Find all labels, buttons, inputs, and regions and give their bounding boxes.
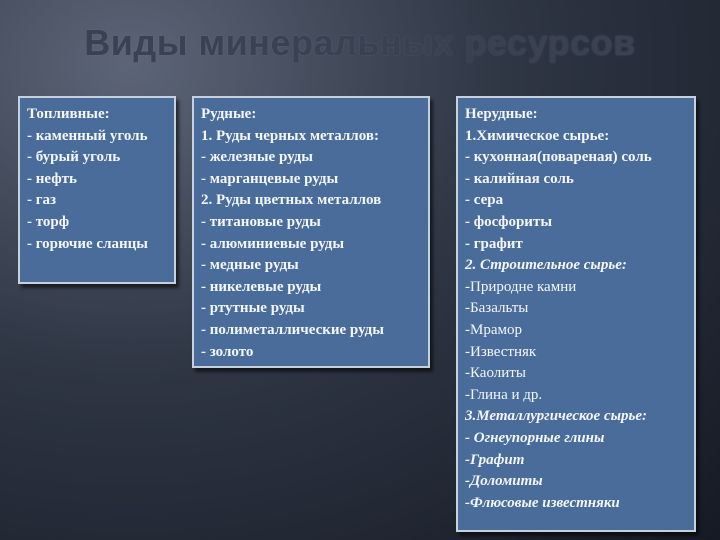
fuel-resources-box — [18, 96, 176, 284]
list-item: - газ — [27, 192, 57, 209]
list-item: -Доломиты — [465, 473, 543, 490]
list-item: -Каолиты — [465, 365, 526, 382]
column-heading: Рудные: — [201, 106, 257, 122]
list-item: - фосфориты — [465, 213, 553, 230]
list-item: - железные руды — [201, 149, 313, 166]
list-item: -Природне камни — [465, 278, 577, 295]
column-heading: Топливные: — [27, 106, 110, 122]
list-item: - алюминиевые руды — [201, 235, 345, 252]
list-item: - каменный уголь — [27, 127, 148, 144]
list-item: 2. Руды цветных металлов — [201, 192, 382, 209]
list-item: 1.Химическое сырье: — [465, 127, 610, 144]
list-item: 3.Металлургическое сырье: — [465, 408, 648, 425]
column-heading: Нерудные: — [465, 106, 538, 122]
list-item: - никелевые руды — [201, 278, 322, 295]
list-item: - графит — [465, 235, 523, 252]
list-item: - бурый уголь — [27, 149, 121, 166]
list-item: 1. Руды черных металлов: — [201, 127, 379, 144]
list-item: -Графит — [465, 451, 525, 468]
list-item: - Огнеупорные глины — [465, 429, 605, 446]
ore-resources-box — [192, 96, 430, 368]
list-item: -Известняк — [465, 343, 537, 360]
list-item: -Глина и др. — [465, 386, 543, 403]
list-item: -Базальты — [465, 300, 529, 317]
list-item: -Мрамор — [465, 321, 522, 338]
list-item: - нефть — [27, 170, 77, 187]
list-item: - горючие сланцы — [27, 235, 148, 252]
list-item: - кухонная(повареная) соль — [465, 149, 652, 166]
list-item: 2. Строительное сырье: — [465, 257, 627, 274]
list-item: - ртутные руды — [201, 300, 305, 317]
list-item: -Флюсовые известняки — [465, 494, 620, 511]
list-item: - марганцевые руды — [201, 170, 339, 187]
slide-title: Виды минеральных ресурсов — [84, 22, 636, 63]
list-item: - полиметаллические руды — [201, 321, 384, 338]
list-item: - торф — [27, 213, 70, 230]
list-item: - медные руды — [201, 257, 299, 274]
nonmetallic-resources-box — [456, 96, 696, 532]
list-item: - сера — [465, 192, 504, 209]
list-item: - титановые руды — [201, 213, 321, 230]
list-item: - золото — [201, 343, 254, 360]
list-item: - калийная соль — [465, 170, 574, 187]
